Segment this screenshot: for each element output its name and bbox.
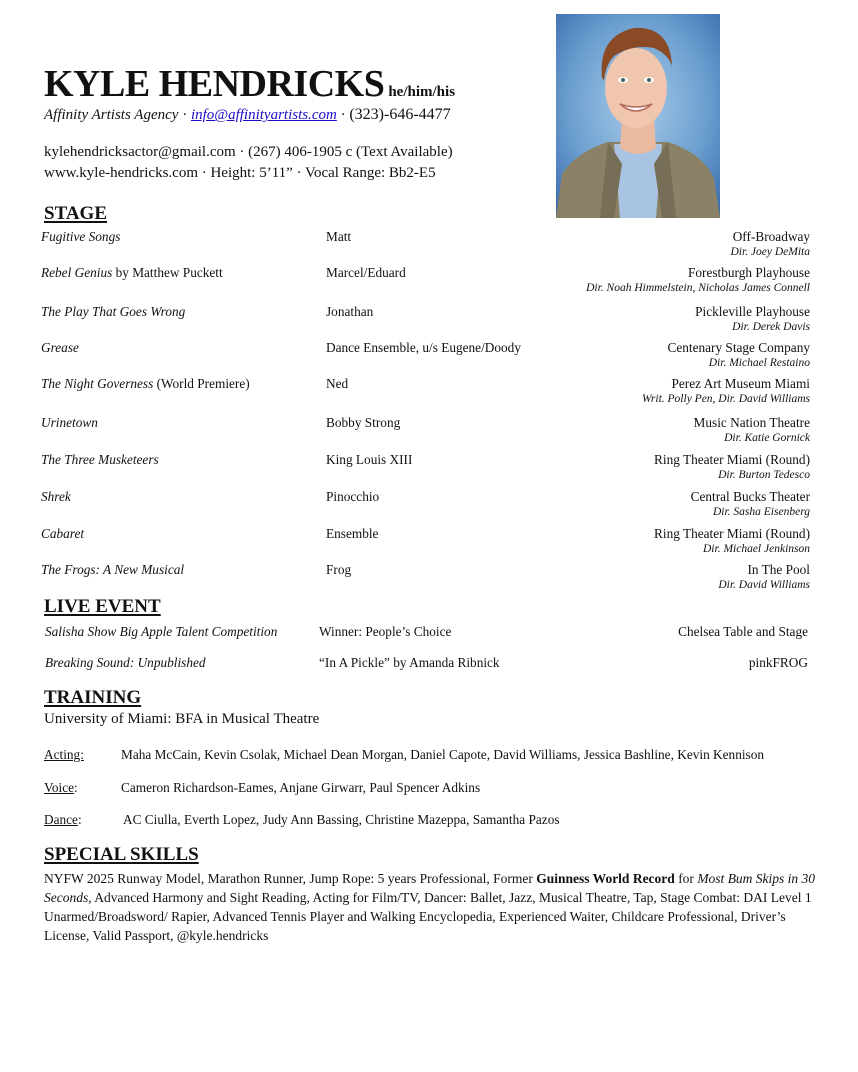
special-skills-text: NYFW 2025 Runway Model, Marathon Runner, Jump Rope: 5 years Professional, Former Guinness World Record for Most Bum Skips in 30 Seconds, Advanced Harmony and Sight Reading, Acting for Film/TV, Dancer: Ballet, Jazz, Musical Theatre, Tap, Stage Combat: DAI Level 1 Unarmed/Broadsword/ Rapier, Advanced Tennis Player and Walking Encyclopedia, Experienced Waiter, Childcare Professional, Driver’s License, Valid Passport, @kyle.hendricks <box>44 871 816 943</box>
show-title: Shrek <box>41 489 71 504</box>
venue: Centenary Stage Company <box>667 340 810 355</box>
venue: Music Nation Theatre <box>693 415 810 430</box>
training-row: Dance: AC Ciulla, Everth Lopez, Judy Ann Bassing, Christine Mazeppa, Samantha Pazos <box>44 812 560 827</box>
stage-credit-row <box>41 489 810 519</box>
show-title-cell: The Night Governess (World Premiere) <box>41 376 250 391</box>
director: Dir. Sasha Eisenberg <box>712 506 810 518</box>
show-title: Rebel Genius <box>41 265 113 280</box>
training-teachers: AC Ciulla, Everth Lopez, Judy Ann Bassing, Christine Mazeppa, Samantha Pazos <box>123 812 560 827</box>
role: Ned <box>326 376 349 391</box>
stage-credit-row <box>41 452 810 482</box>
training-heading: TRAINING <box>44 687 142 708</box>
training-teachers: Maha McCain, Kevin Csolak, Michael Dean Morgan, Daniel Capote, David Williams, Jessica Bashline, Kevin Kennison <box>121 747 765 762</box>
show-title-cell: Rebel Genius by Matthew Puckett <box>41 265 223 280</box>
director: Dir. Michael Jenkinson <box>703 543 810 555</box>
stage-credit-row <box>41 304 810 334</box>
show-title: The Three Musketeers <box>41 452 159 467</box>
show-title: Fugitive Songs <box>41 229 121 244</box>
director: Writ. Polly Pen, Dir. David Williams <box>641 393 810 405</box>
director: Dir. Katie Gornick <box>724 432 810 444</box>
director: Dir. Burton Tedesco <box>718 469 810 481</box>
venue: Forestburgh Playhouse <box>687 265 810 280</box>
show-title-cell <box>41 452 159 468</box>
show-title: Cabaret <box>41 526 85 541</box>
venue: Ring Theater Miami (Round) <box>654 452 810 467</box>
event-role: Winner: People’s Choice <box>319 624 452 639</box>
stage-credit-row <box>41 376 810 406</box>
show-title: Grease <box>41 340 79 355</box>
stage-credit-row <box>41 340 810 370</box>
role: Marcel/Eduard <box>326 265 406 280</box>
role: Pinocchio <box>326 489 380 504</box>
venue: In The Pool <box>747 562 810 577</box>
contact-line-2: www.kyle-hendricks.com · Height: 5’11” · Vocal Range: Bb2-E5 <box>44 165 436 181</box>
show-title-cell <box>41 526 84 542</box>
show-title: The Frogs: A New Musical <box>41 562 185 577</box>
event-venue: Chelsea Table and Stage <box>678 624 808 639</box>
show-title-cell <box>41 489 71 505</box>
venue: Ring Theater Miami (Round) <box>654 526 810 541</box>
event-role: “In A Pickle” by Amanda Ribnick <box>319 655 500 670</box>
show-title-cell <box>41 340 79 356</box>
role: Matt <box>326 229 352 244</box>
director: Dir. David Williams <box>718 579 810 591</box>
stage-credit-row <box>41 229 810 259</box>
show-title: The Night Governess <box>41 376 154 391</box>
role: Frog <box>326 562 352 577</box>
agency-phone: (323)-646-4477 <box>349 106 451 123</box>
show-title-cell <box>41 562 184 578</box>
role: Ensemble <box>326 526 379 541</box>
agency-email-link[interactable]: info@affinityartists.com <box>190 107 337 123</box>
contact-line-1: kylehendricksactor@gmail.com · (267) 406-1905 c (Text Available) <box>44 144 453 160</box>
pronouns: he/him/his <box>388 84 456 100</box>
agency-line: Affinity Artists Agency · info@affinityartists.com · (323)-646-4477 <box>44 106 451 123</box>
training-row: Voice: Cameron Richardson-Eames, Anjane Girwarr, Paul Spencer Adkins <box>44 780 481 795</box>
training-teachers: Cameron Richardson-Eames, Anjane Girwarr, Paul Spencer Adkins <box>121 780 481 795</box>
venue: Off-Broadway <box>732 229 810 244</box>
special-skills-heading: SPECIAL SKILLS <box>44 844 199 865</box>
training-label: Voice <box>44 780 75 795</box>
stage-credit-row <box>41 265 810 295</box>
role: Dance Ensemble, u/s Eugene/Doody <box>326 340 521 355</box>
role: King Louis XIII <box>326 452 413 467</box>
show-title-cell <box>41 415 98 431</box>
event-title: Breaking Sound: Unpublished <box>45 655 206 670</box>
agency-name: Affinity Artists Agency <box>44 107 179 123</box>
role: Bobby Strong <box>326 415 401 430</box>
venue: Pickleville Playhouse <box>695 304 810 319</box>
stage-credit-row <box>41 526 810 556</box>
show-title: Urinetown <box>41 415 98 430</box>
event-venue: pinkFROG <box>748 655 808 670</box>
stage-credit-row <box>41 415 810 445</box>
training-row <box>44 747 765 763</box>
show-title: The Play That Goes Wrong <box>41 304 186 319</box>
live-event-heading: LIVE EVENT <box>44 596 161 617</box>
show-title-cell <box>41 304 185 320</box>
stage-credit-row <box>41 562 810 592</box>
training-degree: University of Miami: BFA in Musical Theatre <box>44 711 320 727</box>
director: Dir. Joey DeMita <box>730 246 810 258</box>
actor-name: KYLE HENDRICKS he/him/his <box>44 63 456 105</box>
role: Jonathan <box>326 304 374 319</box>
director: Dir. Michael Restaino <box>708 357 810 369</box>
contact-info <box>44 142 453 184</box>
venue: Perez Art Museum Miami <box>671 376 810 391</box>
director: Dir. Noah Himmelstein, Nicholas James Connell <box>586 282 810 294</box>
training-label: Dance <box>44 812 78 827</box>
event-title: Salisha Show Big Apple Talent Competition <box>45 624 278 639</box>
director: Dir. Derek Davis <box>732 321 810 333</box>
show-title-cell <box>41 229 120 245</box>
training-label: Acting: <box>44 747 84 762</box>
venue: Central Bucks Theater <box>690 489 810 504</box>
stage-heading: STAGE <box>44 203 108 224</box>
headshot-photo <box>556 14 720 218</box>
